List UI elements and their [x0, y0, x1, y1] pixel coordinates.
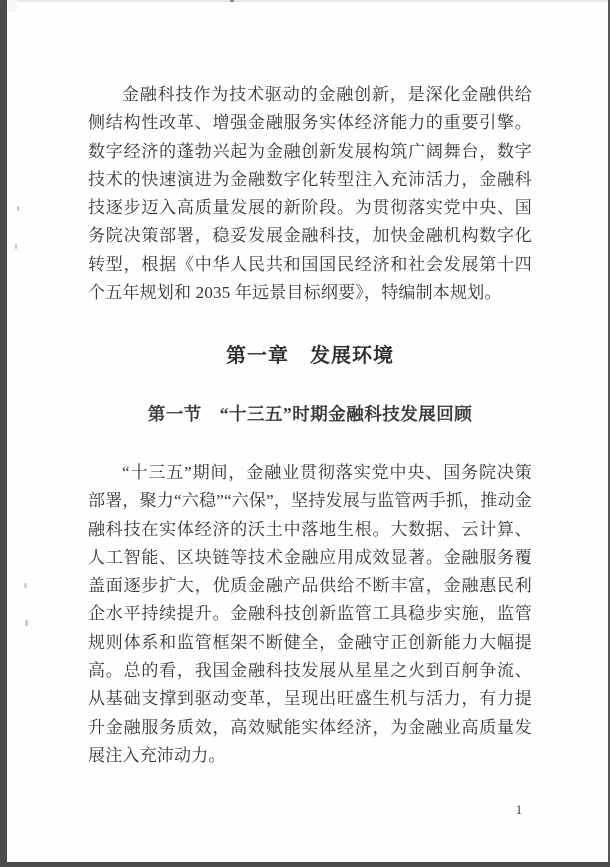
scan-speck: [24, 583, 27, 588]
section-heading: 第一节 “十三五”时期金融科技发展回顾: [147, 404, 473, 424]
scan-corner-patch: [7, 0, 17, 12]
scan-speck: [15, 244, 17, 249]
scan-edge-top: [0, 0, 610, 2]
scan-edge-left: [0, 0, 7, 867]
page-number: 1: [515, 802, 523, 817]
paragraph-intro: 金融科技作为技术驱动的金融创新，是深化金融供给侧结构性改革、增强金融服务实体经济能力的重要引擎。数字经济的蓬勃兴起为金融创新发展构筑广阔舞台，数字技术的快速演进为金融数字化转型注入充沛活力，金融科技逐步迈入高质量发展的新阶段。为贯彻落实党中央、国务院决策部署，稳妥发展金融科技，加快金融机构数字化转型，根据《中华人民共和国国民经济和社会发展第十四个五年规划和 2035 年远景目标纲要》，特编制本规划。: [88, 85, 532, 303]
scan-edge-bottom: [0, 862, 610, 867]
scan-mark-top: [230, 0, 234, 2]
scan-speck: [25, 620, 28, 626]
scan-speck: [17, 206, 19, 211]
chapter-heading: 第一章 发展环境: [226, 345, 394, 367]
paragraph-review: “十三五”期间，金融业贯彻落实党中央、国务院决策部署，聚力“六稳”“六保”，坚持发展与监管两手抓，推动金融科技在实体经济的沃土中落地生根。大数据、云计算、人工智能、区块链等技术金融应用成效显著。金融服务覆盖面逐步扩大，优质金融产品供给不断丰富，金融惠民利企水平持续提升。金融科技创新监管工具稳步实施，监管规则体系和监管框架不断健全，金融守正创新能力大幅提高。总的看，我国金融科技发展从星星之火到百舸争流、从基础支撑到驱动变革，呈现出旺盛生机与活力，有力提升金融服务质效，高效赋能实体经济，为金融业高质量发展注入充沛动力。: [88, 463, 532, 765]
